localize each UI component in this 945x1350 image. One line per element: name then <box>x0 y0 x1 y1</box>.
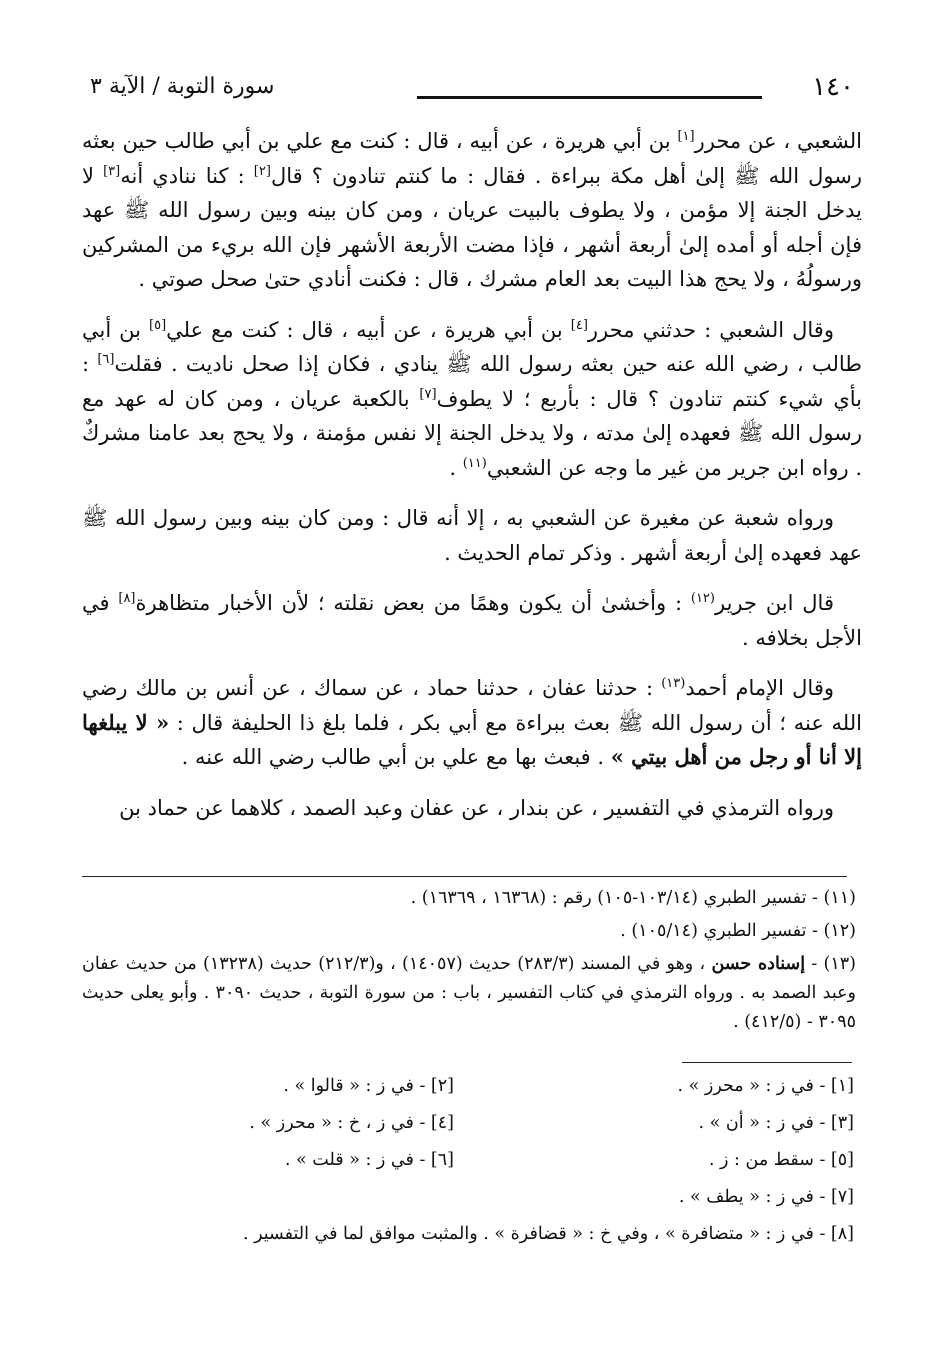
paragraph-2 <box>82 313 862 486</box>
text: . <box>449 455 463 480</box>
text: وقال الشعبي : حدثني محرر <box>587 317 834 342</box>
footnote-marker: (١٢) <box>690 591 715 606</box>
text: بالكعبة عريان ، ومن كان له عهد مع رسول الله ﷺ فعهده إلىٰ مدته ، ولا يدخل الجنة إلا نفس مؤمنة ، ولا يحج بعد عامنا مشركٌ . رواه ابن جرير من غير ما وجه عن الشعبي <box>82 386 862 480</box>
variant-marker: [٣] <box>103 163 121 179</box>
paragraph-6 <box>82 791 862 826</box>
footnote-12: (١٢) - تفسير الطبري (١٠٥/١٤) . <box>620 921 856 941</box>
footnote-text: ، وهو في المسند (٢٨٣/٣) حديث (١٤٠٥٧) ، و(٢١٢/٣) حديث (١٣٢٣٨) من حديث عفان وعبد الصمد به . ورواه الترمذي في كتاب التفسير ، باب : من سورة التوبة ، حديث ٣٠٩٠ . وأبو يعلى حديث ٣٠٩٥ - (٤١٢/٥) . <box>82 954 856 1032</box>
variant-marker: [٨] <box>118 591 136 606</box>
page-number: ١٤٠ <box>812 72 854 102</box>
text: الشعبي ، عن محرر <box>694 129 862 153</box>
footnote-separator <box>82 876 847 877</box>
variant-1: [١] - في ز : « محرز » . <box>677 1076 854 1096</box>
variant-2: [٢] - في ز : « قالوا » . <box>283 1076 454 1096</box>
grading-text: إسناده حسن <box>711 954 806 974</box>
footnote-marker: (١١) <box>462 455 487 471</box>
text: : كنا ننادي أنه <box>120 163 254 188</box>
text: بن أبي هريرة ، عن أبيه ، قال : كنت مع علي <box>166 317 571 342</box>
variants-separator <box>682 1062 852 1063</box>
text: في الأجل بخلافه . <box>82 591 862 650</box>
footnote-marker: (١٣) <box>661 676 686 691</box>
text: ورواه شعبة عن مغيرة عن الشعبي به ، إلا أنه قال : ومن كان بينه وبين رسول الله ﷺ عهد فعهده إلىٰ أربعة أشهر . وذكر تمام الحديث . <box>82 506 862 565</box>
variant-5: [٥] - سقط من : ز . <box>708 1150 854 1170</box>
variants-row <box>82 1150 862 1187</box>
variants-row <box>82 1187 862 1224</box>
variant-8: [٨] - في ز : « متضافرة » ، وفي خ : « قضافرة » . والمثبت موافق لما في التفسير . <box>242 1224 854 1244</box>
variant-3: [٣] - في ز : « أن » . <box>698 1113 854 1133</box>
variant-7: [٧] - في ز : « يطف » . <box>678 1187 854 1207</box>
text: بن أبي طالب ، رضي الله عنه حين بعثه رسول الله ﷺ ينادي ، فكان إذا صحل ناديت . فقلت <box>82 317 862 376</box>
header-rule <box>417 96 762 99</box>
variant-6: [٦] - في ز : « قلت » . <box>284 1150 454 1170</box>
text: : حدثنا عفان ، حدثنا حماد ، عن سماك ، عن أنس بن مالك رضي الله عنه ؛ أن رسول الله ﷺ بعث ببراءة مع أبي بكر ، فلما بلغ ذا الحليفة قال : <box>82 676 862 735</box>
variants-row <box>82 1224 862 1261</box>
variants-row <box>82 1113 862 1150</box>
footnotes <box>82 884 856 1041</box>
text: : وأخشىٰ أن يكون وهمًا من بعض نقلته ؛ لأن الأخبار متظاهرة <box>135 591 691 615</box>
manuscript-variants <box>82 1076 862 1261</box>
variant-marker: [٧] <box>419 386 437 402</box>
main-text <box>82 124 862 841</box>
text: . فبعث بها مع علي بن أبي طالب رضي الله عنه . <box>181 745 611 769</box>
book-page <box>82 0 862 1350</box>
text: لا يدخل الجنة إلا مؤمن ، ولا يطوف بالبيت عريان ، ومن كان بينه وبين رسول الله ﷺ عهد فإن أجله أو أمده إلىٰ أربعة أشهر ، فإذا مضت الأربعة الأشهر فإن الله بريء من المشركين ورسولُهُ ، ولا يحج هذا البيت بعد العام مشرك ، قال : فكنت أنادي حتىٰ صحل صوتي . <box>82 163 862 291</box>
footnote-label: (١٣) - <box>805 954 856 974</box>
text: ورواه الترمذي في التفسير ، عن بندار ، عن عفان وعبد الصمد ، كلاهما عن حماد بن <box>119 795 834 820</box>
footnote-11: (١١) - تفسير الطبري (١٠٣/١٤-١٠٥) رقم : (١٦٣٦٨ ، ١٦٣٦٩) . <box>410 888 856 908</box>
running-title: سورة التوبة / الآية ٣ <box>90 74 275 99</box>
text: قال ابن جرير <box>715 591 834 615</box>
text: : بأي شيء كنتم تنادون ؟ قال : بأربع ؛ لا يطوف <box>82 352 862 411</box>
variant-marker: [٢] <box>253 163 271 179</box>
variants-row <box>82 1076 862 1113</box>
variant-marker: [١] <box>677 129 695 144</box>
variant-marker: [٤] <box>570 317 588 333</box>
page-header <box>82 72 862 112</box>
variant-marker: [٦] <box>97 352 115 367</box>
variant-4: [٤] - في ز ، خ : « محرز » . <box>249 1113 454 1133</box>
paragraph-4 <box>82 586 862 655</box>
text: وقال الإمام أحمد <box>685 676 834 700</box>
paragraph-3 <box>82 501 862 570</box>
paragraph-1 <box>82 124 862 297</box>
text: بن أبي هريرة ، عن أبيه ، قال : كنت مع علي بن أبي طالب حين بعثه رسول الله ﷺ إلىٰ أهل مكة ببراءة . فقال : ما كنتم تنادون ؟ قال <box>82 129 862 188</box>
hadith-quote: « لا يبلغها إلا أنا أو رجل من أهل بيتي » <box>82 709 862 769</box>
paragraph-5 <box>82 671 862 775</box>
variant-marker: [٥] <box>149 317 167 333</box>
footnote-13 <box>82 950 856 1037</box>
